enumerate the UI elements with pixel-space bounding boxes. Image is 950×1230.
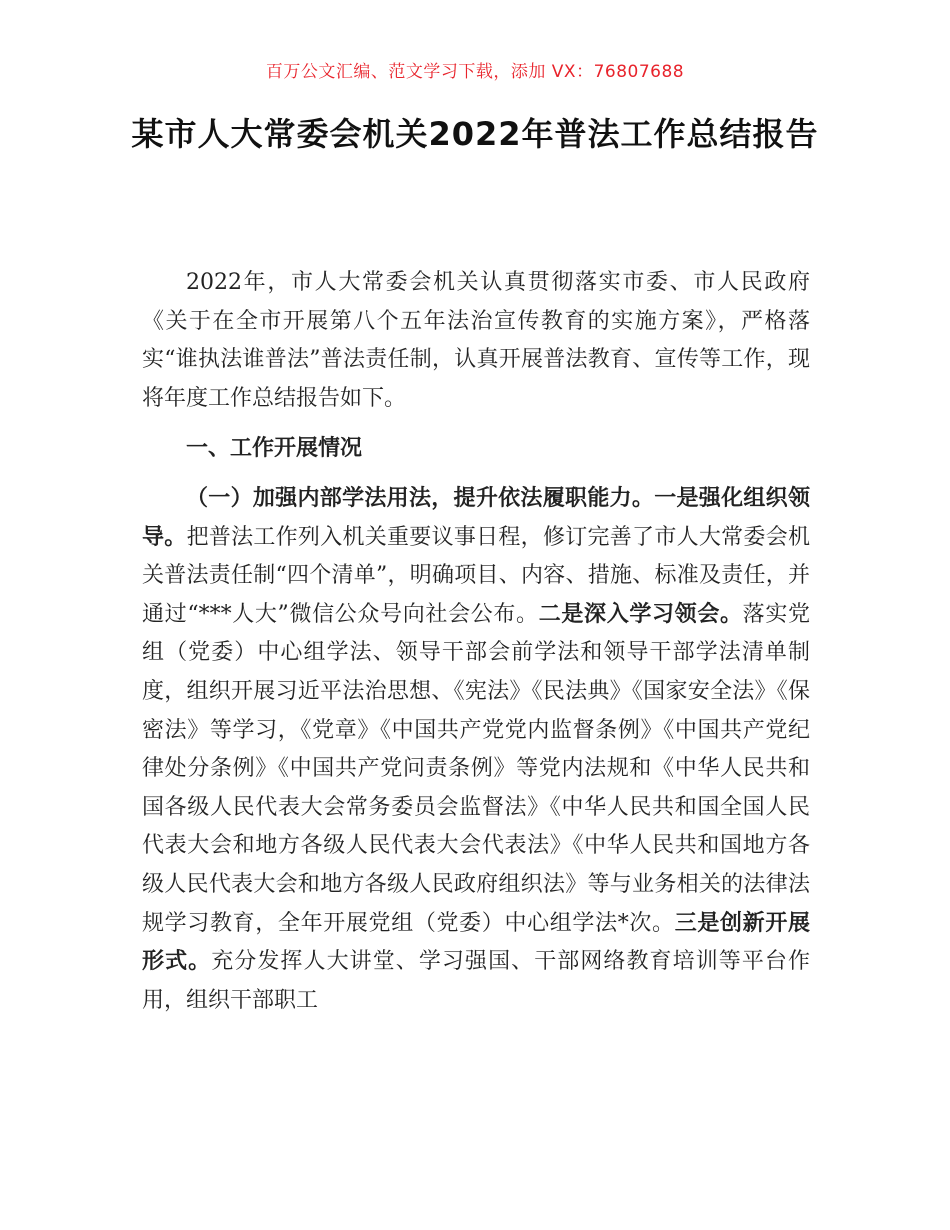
point-1-text: 把普法工作列入机关重要议事日程，修订完善了市人大常委会机关普法责任制“四个清单”，明确项目、内容、措施、标准及责任，并通过“***人大”微信公众号向社会公布。 [142, 524, 810, 627]
point-3-title: 三是创新开展形式。 [142, 910, 810, 975]
subsection-heading: （一）加强内部学法用法，提升依法履职能力。 [186, 485, 655, 511]
point-2-text: 落实党组（党委）中心组学法、领导干部会前学法和领导干部学法清单制度，组织开展习近平法治思想、《宪法》《民法典》《国家安全法》《保密法》等学习，《党章》《中国共产党党内监督条例》《中国共产党纪律处分条例》《中国共产党问责条例》等党内法规和《中华人民共和国各级人民代表大会常务委员会监督法》《中华人民共和国全国人民代表大会和地方各级人民代表大会代表法》《中华人民共和国地方各级人民代表大会和地方各级人民政府组织法》等与业务相关的法律法规学习教育，全年开展党组（党委）中心组学法*次。 [142, 601, 810, 936]
document-title: 某市人大常委会机关2022年普法工作总结报告 [131, 115, 819, 153]
point-2-title: 二是深入学习领会。 [538, 601, 743, 627]
point-1-title: 一是强化组织领导。 [142, 485, 810, 550]
header-promo-note: 百万公文汇编、范文学习下载，添加 VX：76807688 [265, 62, 685, 82]
point-3-text: 充分发挥人大讲堂、学习强国、干部网络教育培训等平台作用，组织干部职工 [142, 949, 810, 1013]
section-heading: 一、工作开展情况 [186, 436, 363, 462]
document-body [142, 264, 810, 1020]
intro-paragraph: 2022年，市人大常委会机关认真贯彻落实市委、市人民政府《关于在全市开展第八个五年法治宣传教育的实施方案》，严格落实“谁执法谁普法”普法责任制，认真开展普法教育、宣传等工作，现将年度工作总结报告如下。 [142, 270, 810, 411]
subsection-paragraph [142, 480, 810, 1020]
